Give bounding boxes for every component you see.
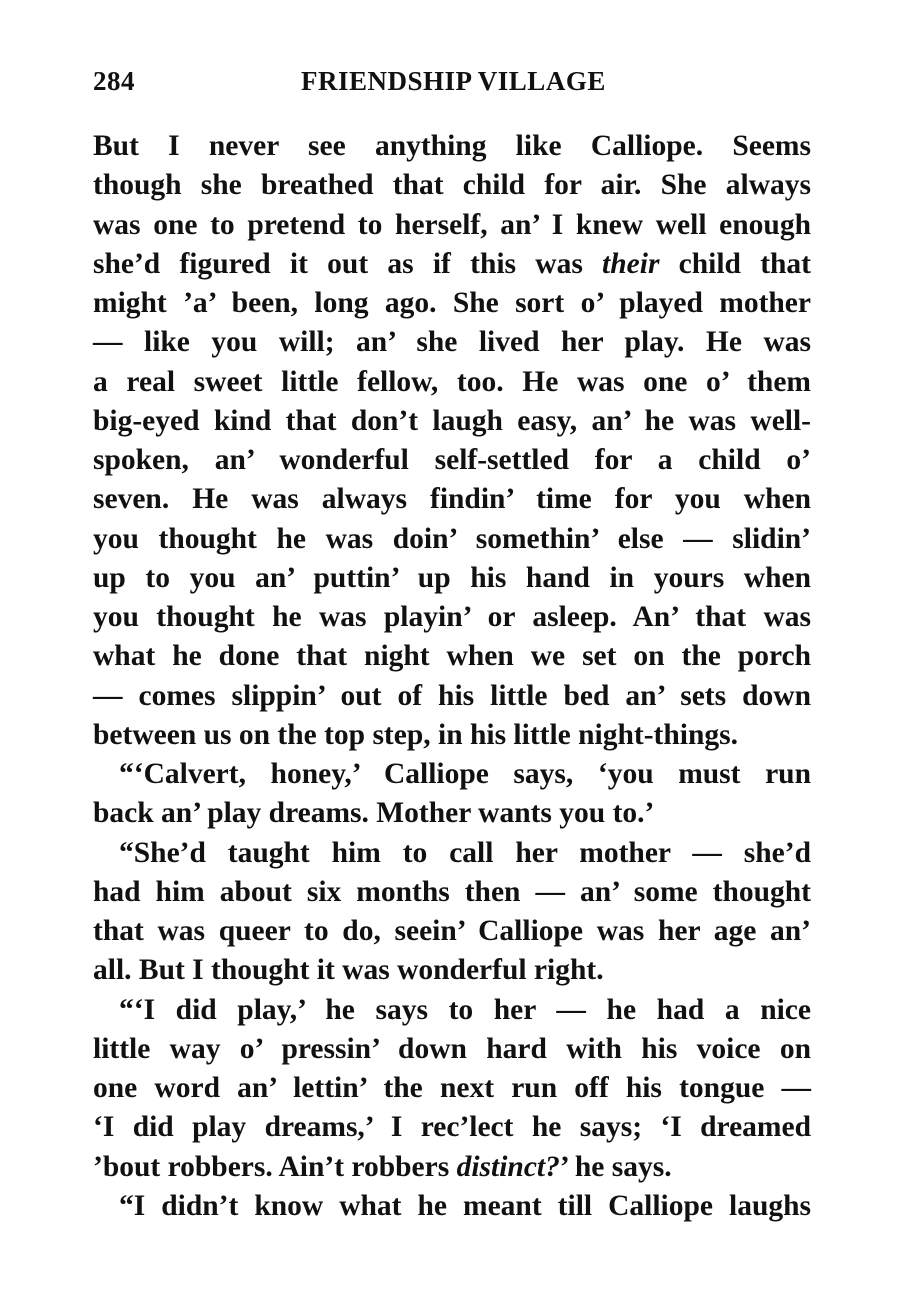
text-line: you thought he was doin’ somethin’ else — slidin’	[93, 522, 811, 555]
text-line: — comes slippin’ out of his little bed an’ sets down	[93, 679, 811, 712]
text-line	[93, 245, 811, 284]
emphasis-text: their	[602, 247, 660, 280]
text-line: “I didn’t know what he meant till Calliope laughs	[119, 1189, 811, 1222]
text-line: all. But I thought it was wonderful right.	[93, 954, 604, 987]
text-line: ‘I did play dreams,’ I rec’lect he says; ‘I dreamed	[93, 1111, 811, 1144]
body-text	[93, 127, 811, 1226]
text-line: little way o’ pressin’ down hard with his voice on	[93, 1032, 811, 1065]
text-line: But I never see anything like Calliope. Seems	[93, 130, 811, 162]
text-line: one word an’ lettin’ the next run off his tongue —	[93, 1072, 811, 1104]
text-line: though she breathed that child for air. She always	[93, 169, 811, 202]
text-run: ’bout robbers. Ain’t robbers	[93, 1150, 457, 1183]
text-line: seven. He was always findin’ time for you when	[93, 483, 811, 516]
text-line: back an’ play dreams. Mother wants you to.’	[93, 797, 655, 830]
text-line: “‘Calvert, honey,’ Calliope says, ‘you must run	[119, 758, 811, 790]
text-line: up to you an’ puttin’ up his hand in yours when	[93, 561, 811, 594]
running-head	[93, 66, 811, 102]
text-line: “She’d taught him to call her mother — she’d	[119, 836, 811, 869]
paragraph	[93, 991, 811, 1187]
text-line: what he done that night when we set on the porch	[93, 640, 811, 673]
text-line: a real sweet little fellow, too. He was one o’ them	[93, 365, 811, 398]
emphasis-text: distinct?	[456, 1150, 560, 1183]
text-run: ’ he says.	[559, 1150, 672, 1183]
running-title: FRIENDSHIP VILLAGE	[301, 66, 606, 96]
text-run: she’d figured it out as if this was	[93, 247, 603, 280]
text-line: was one to pretend to herself, an’ I knew well enough	[93, 208, 811, 241]
text-line: you thought he was playin’ or asleep. An’ that was	[93, 601, 811, 633]
text-line: — like you will; an’ she lived her play. He was	[93, 326, 811, 359]
text-line: had him about six months then — an’ some thought	[93, 875, 811, 908]
paragraph	[93, 127, 811, 755]
page-number: 284	[93, 66, 135, 96]
paragraph	[93, 834, 811, 991]
text-line: that was queer to do, seein’ Calliope was her age an’	[93, 915, 811, 947]
text-line: “‘I did play,’ he says to her — he had a nice	[119, 993, 811, 1026]
text-line: might ’a’ been, long ago. She sort o’ played mother	[93, 287, 811, 319]
text-run: child that	[659, 247, 811, 280]
text-line: spoken, an’ wonderful self-settled for a child o’	[93, 444, 811, 476]
text-line: between us on the top step, in his little night-things.	[93, 718, 738, 751]
paragraph	[93, 755, 811, 834]
paragraph	[93, 1187, 811, 1226]
text-line	[93, 1148, 811, 1187]
text-line: big-eyed kind that don’t laugh easy, an’ he was well-	[93, 404, 811, 437]
